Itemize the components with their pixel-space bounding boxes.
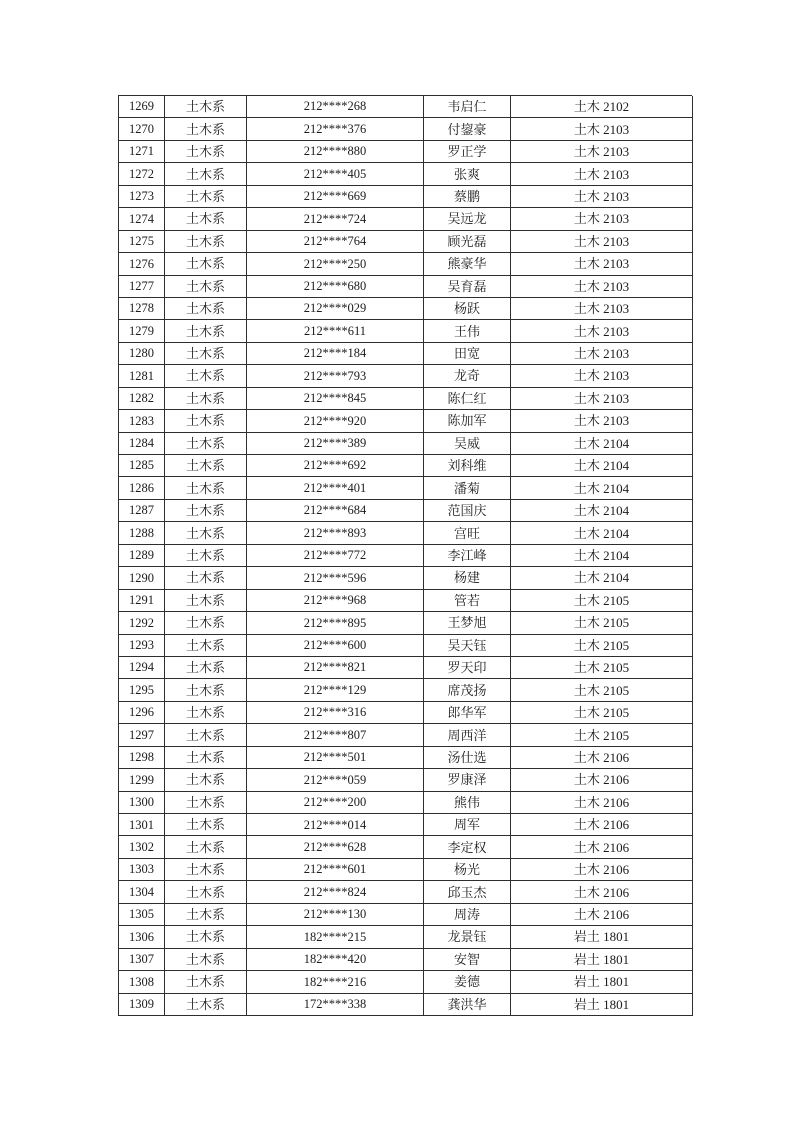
table-row bbox=[119, 388, 693, 410]
cell-student-name: 安智 bbox=[424, 949, 511, 971]
table-row bbox=[119, 657, 693, 679]
cell-student-name: 韦启仁 bbox=[424, 96, 511, 118]
cell-student-name: 周西洋 bbox=[424, 724, 511, 746]
cell-row-number: 1277 bbox=[119, 276, 165, 298]
cell-row-number: 1284 bbox=[119, 433, 165, 455]
cell-class: 土木 2103 bbox=[511, 253, 693, 275]
cell-student-id: 212****793 bbox=[247, 365, 424, 387]
cell-department: 土木系 bbox=[165, 904, 247, 926]
cell-row-number: 1275 bbox=[119, 231, 165, 253]
cell-student-name: 吴天钰 bbox=[424, 635, 511, 657]
cell-student-id: 212****250 bbox=[247, 253, 424, 275]
cell-class: 土木 2104 bbox=[511, 567, 693, 589]
cell-student-id: 212****129 bbox=[247, 679, 424, 701]
cell-student-id: 212****772 bbox=[247, 545, 424, 567]
cell-student-id: 212****601 bbox=[247, 859, 424, 881]
cell-student-name: 姜德 bbox=[424, 971, 511, 993]
table-row bbox=[119, 747, 693, 769]
cell-student-name: 汤仕选 bbox=[424, 747, 511, 769]
cell-class: 土木 2102 bbox=[511, 96, 693, 118]
cell-class: 土木 2103 bbox=[511, 320, 693, 342]
table-row bbox=[119, 141, 693, 163]
cell-department: 土木系 bbox=[165, 410, 247, 432]
cell-student-id: 212****130 bbox=[247, 904, 424, 926]
cell-student-name: 陈加军 bbox=[424, 410, 511, 432]
cell-class: 土木 2104 bbox=[511, 455, 693, 477]
cell-student-name: 罗正学 bbox=[424, 141, 511, 163]
cell-class: 土木 2105 bbox=[511, 657, 693, 679]
cell-department: 土木系 bbox=[165, 679, 247, 701]
cell-class: 土木 2103 bbox=[511, 276, 693, 298]
cell-department: 土木系 bbox=[165, 724, 247, 746]
cell-student-id: 212****920 bbox=[247, 410, 424, 432]
cell-class: 土木 2106 bbox=[511, 814, 693, 836]
cell-student-name: 张爽 bbox=[424, 163, 511, 185]
cell-student-id: 212****184 bbox=[247, 343, 424, 365]
table-row bbox=[119, 926, 693, 948]
cell-class: 土木 2104 bbox=[511, 500, 693, 522]
cell-row-number: 1302 bbox=[119, 836, 165, 858]
cell-row-number: 1282 bbox=[119, 388, 165, 410]
cell-student-name: 刘科维 bbox=[424, 455, 511, 477]
cell-row-number: 1293 bbox=[119, 635, 165, 657]
cell-student-id: 172****338 bbox=[247, 994, 424, 1016]
table-row bbox=[119, 163, 693, 185]
cell-student-name: 杨跃 bbox=[424, 298, 511, 320]
cell-student-id: 212****059 bbox=[247, 769, 424, 791]
table-row bbox=[119, 702, 693, 724]
cell-department: 土木系 bbox=[165, 702, 247, 724]
table-row bbox=[119, 433, 693, 455]
cell-student-id: 212****600 bbox=[247, 635, 424, 657]
table-row bbox=[119, 455, 693, 477]
table-row bbox=[119, 231, 693, 253]
table-row bbox=[119, 567, 693, 589]
cell-row-number: 1280 bbox=[119, 343, 165, 365]
cell-student-name: 吴远龙 bbox=[424, 208, 511, 230]
table-row bbox=[119, 881, 693, 903]
cell-class: 岩土 1801 bbox=[511, 971, 693, 993]
table-row bbox=[119, 96, 693, 118]
table-row bbox=[119, 590, 693, 612]
cell-class: 土木 2103 bbox=[511, 365, 693, 387]
cell-row-number: 1305 bbox=[119, 904, 165, 926]
cell-department: 土木系 bbox=[165, 859, 247, 881]
table-row bbox=[119, 971, 693, 993]
cell-row-number: 1307 bbox=[119, 949, 165, 971]
cell-class: 土木 2103 bbox=[511, 163, 693, 185]
cell-student-id: 212****596 bbox=[247, 567, 424, 589]
cell-department: 土木系 bbox=[165, 163, 247, 185]
cell-row-number: 1289 bbox=[119, 545, 165, 567]
cell-class: 土木 2103 bbox=[511, 343, 693, 365]
table-row bbox=[119, 320, 693, 342]
cell-student-name: 付鋆豪 bbox=[424, 118, 511, 140]
cell-department: 土木系 bbox=[165, 926, 247, 948]
cell-student-name: 李定权 bbox=[424, 836, 511, 858]
cell-student-id: 212****389 bbox=[247, 433, 424, 455]
cell-student-name: 席茂扬 bbox=[424, 679, 511, 701]
cell-department: 土木系 bbox=[165, 949, 247, 971]
cell-class: 土木 2103 bbox=[511, 298, 693, 320]
cell-class: 土木 2106 bbox=[511, 904, 693, 926]
table-row bbox=[119, 724, 693, 746]
cell-row-number: 1286 bbox=[119, 477, 165, 499]
cell-row-number: 1309 bbox=[119, 994, 165, 1016]
cell-class: 土木 2104 bbox=[511, 545, 693, 567]
cell-row-number: 1292 bbox=[119, 612, 165, 634]
cell-row-number: 1290 bbox=[119, 567, 165, 589]
cell-department: 土木系 bbox=[165, 792, 247, 814]
cell-student-name: 王伟 bbox=[424, 320, 511, 342]
cell-student-name: 熊豪华 bbox=[424, 253, 511, 275]
cell-class: 土木 2104 bbox=[511, 522, 693, 544]
table-row bbox=[119, 814, 693, 836]
cell-row-number: 1299 bbox=[119, 769, 165, 791]
cell-student-name: 范国庆 bbox=[424, 500, 511, 522]
cell-student-name: 周军 bbox=[424, 814, 511, 836]
cell-department: 土木系 bbox=[165, 635, 247, 657]
cell-student-name: 陈仁红 bbox=[424, 388, 511, 410]
cell-department: 土木系 bbox=[165, 186, 247, 208]
cell-department: 土木系 bbox=[165, 433, 247, 455]
cell-department: 土木系 bbox=[165, 747, 247, 769]
cell-row-number: 1270 bbox=[119, 118, 165, 140]
table-row bbox=[119, 679, 693, 701]
table-row bbox=[119, 118, 693, 140]
cell-department: 土木系 bbox=[165, 814, 247, 836]
cell-student-id: 182****215 bbox=[247, 926, 424, 948]
cell-department: 土木系 bbox=[165, 298, 247, 320]
cell-department: 土木系 bbox=[165, 612, 247, 634]
table-row bbox=[119, 949, 693, 971]
cell-class: 土木 2103 bbox=[511, 141, 693, 163]
cell-student-id: 212****029 bbox=[247, 298, 424, 320]
cell-class: 土木 2105 bbox=[511, 635, 693, 657]
table-row bbox=[119, 208, 693, 230]
cell-student-name: 杨光 bbox=[424, 859, 511, 881]
cell-row-number: 1306 bbox=[119, 926, 165, 948]
cell-student-id: 212****680 bbox=[247, 276, 424, 298]
table-row bbox=[119, 276, 693, 298]
cell-class: 土木 2103 bbox=[511, 118, 693, 140]
table-row bbox=[119, 994, 693, 1016]
cell-student-name: 龚洪华 bbox=[424, 994, 511, 1016]
cell-student-name: 吴威 bbox=[424, 433, 511, 455]
cell-student-name: 罗天印 bbox=[424, 657, 511, 679]
cell-department: 土木系 bbox=[165, 141, 247, 163]
cell-class: 土木 2103 bbox=[511, 208, 693, 230]
table-row bbox=[119, 365, 693, 387]
cell-row-number: 1273 bbox=[119, 186, 165, 208]
table-row bbox=[119, 186, 693, 208]
student-roster-table bbox=[118, 95, 692, 1016]
cell-class: 岩土 1801 bbox=[511, 926, 693, 948]
table-row bbox=[119, 859, 693, 881]
cell-student-name: 杨建 bbox=[424, 567, 511, 589]
cell-class: 土木 2106 bbox=[511, 747, 693, 769]
table-row bbox=[119, 904, 693, 926]
cell-row-number: 1269 bbox=[119, 96, 165, 118]
table-row bbox=[119, 343, 693, 365]
cell-row-number: 1295 bbox=[119, 679, 165, 701]
cell-student-name: 王梦旭 bbox=[424, 612, 511, 634]
cell-class: 土木 2105 bbox=[511, 724, 693, 746]
cell-department: 土木系 bbox=[165, 657, 247, 679]
cell-row-number: 1287 bbox=[119, 500, 165, 522]
cell-row-number: 1297 bbox=[119, 724, 165, 746]
cell-student-id: 212****724 bbox=[247, 208, 424, 230]
cell-row-number: 1298 bbox=[119, 747, 165, 769]
cell-row-number: 1308 bbox=[119, 971, 165, 993]
cell-row-number: 1283 bbox=[119, 410, 165, 432]
table-row bbox=[119, 477, 693, 499]
cell-student-id: 212****501 bbox=[247, 747, 424, 769]
cell-class: 土木 2106 bbox=[511, 859, 693, 881]
cell-department: 土木系 bbox=[165, 836, 247, 858]
cell-student-id: 212****764 bbox=[247, 231, 424, 253]
cell-student-id: 212****401 bbox=[247, 477, 424, 499]
cell-student-name: 邱玉杰 bbox=[424, 881, 511, 903]
cell-student-id: 212****200 bbox=[247, 792, 424, 814]
cell-student-id: 182****420 bbox=[247, 949, 424, 971]
cell-class: 土木 2104 bbox=[511, 477, 693, 499]
table-row bbox=[119, 635, 693, 657]
cell-student-id: 212****628 bbox=[247, 836, 424, 858]
cell-student-id: 212****845 bbox=[247, 388, 424, 410]
cell-student-name: 龙景钰 bbox=[424, 926, 511, 948]
cell-row-number: 1288 bbox=[119, 522, 165, 544]
cell-department: 土木系 bbox=[165, 545, 247, 567]
cell-department: 土木系 bbox=[165, 276, 247, 298]
cell-row-number: 1274 bbox=[119, 208, 165, 230]
cell-student-name: 潘菊 bbox=[424, 477, 511, 499]
cell-student-name: 李江峰 bbox=[424, 545, 511, 567]
table-row bbox=[119, 410, 693, 432]
cell-student-id: 212****684 bbox=[247, 500, 424, 522]
cell-student-name: 田宽 bbox=[424, 343, 511, 365]
cell-department: 土木系 bbox=[165, 231, 247, 253]
cell-department: 土木系 bbox=[165, 881, 247, 903]
cell-student-id: 212****968 bbox=[247, 590, 424, 612]
cell-department: 土木系 bbox=[165, 388, 247, 410]
cell-class: 岩土 1801 bbox=[511, 949, 693, 971]
cell-class: 土木 2103 bbox=[511, 410, 693, 432]
table-row bbox=[119, 522, 693, 544]
cell-student-name: 龙奇 bbox=[424, 365, 511, 387]
cell-row-number: 1296 bbox=[119, 702, 165, 724]
cell-class: 土木 2103 bbox=[511, 231, 693, 253]
cell-department: 土木系 bbox=[165, 343, 247, 365]
cell-row-number: 1272 bbox=[119, 163, 165, 185]
cell-student-id: 212****692 bbox=[247, 455, 424, 477]
cell-student-name: 宫旺 bbox=[424, 522, 511, 544]
cell-student-name: 蔡鹏 bbox=[424, 186, 511, 208]
cell-row-number: 1281 bbox=[119, 365, 165, 387]
cell-class: 土木 2106 bbox=[511, 792, 693, 814]
cell-class: 土木 2106 bbox=[511, 836, 693, 858]
cell-student-id: 212****405 bbox=[247, 163, 424, 185]
cell-class: 土木 2104 bbox=[511, 433, 693, 455]
cell-department: 土木系 bbox=[165, 522, 247, 544]
cell-row-number: 1271 bbox=[119, 141, 165, 163]
cell-class: 土木 2105 bbox=[511, 702, 693, 724]
cell-student-name: 罗康泽 bbox=[424, 769, 511, 791]
cell-student-id: 212****376 bbox=[247, 118, 424, 140]
cell-student-id: 212****268 bbox=[247, 96, 424, 118]
cell-department: 土木系 bbox=[165, 769, 247, 791]
cell-department: 土木系 bbox=[165, 253, 247, 275]
cell-department: 土木系 bbox=[165, 365, 247, 387]
cell-row-number: 1304 bbox=[119, 881, 165, 903]
cell-department: 土木系 bbox=[165, 118, 247, 140]
table-row bbox=[119, 792, 693, 814]
cell-department: 土木系 bbox=[165, 994, 247, 1016]
cell-student-id: 212****824 bbox=[247, 881, 424, 903]
table-row bbox=[119, 298, 693, 320]
cell-class: 土木 2105 bbox=[511, 679, 693, 701]
cell-class: 土木 2103 bbox=[511, 186, 693, 208]
cell-row-number: 1301 bbox=[119, 814, 165, 836]
table-row bbox=[119, 253, 693, 275]
cell-student-name: 郎华军 bbox=[424, 702, 511, 724]
cell-department: 土木系 bbox=[165, 208, 247, 230]
table-row bbox=[119, 769, 693, 791]
cell-student-id: 212****014 bbox=[247, 814, 424, 836]
cell-student-name: 熊伟 bbox=[424, 792, 511, 814]
cell-row-number: 1294 bbox=[119, 657, 165, 679]
cell-class: 土木 2105 bbox=[511, 590, 693, 612]
cell-student-id: 212****880 bbox=[247, 141, 424, 163]
cell-department: 土木系 bbox=[165, 455, 247, 477]
cell-student-name: 周涛 bbox=[424, 904, 511, 926]
cell-row-number: 1300 bbox=[119, 792, 165, 814]
cell-student-id: 212****821 bbox=[247, 657, 424, 679]
cell-department: 土木系 bbox=[165, 971, 247, 993]
cell-department: 土木系 bbox=[165, 96, 247, 118]
cell-student-id: 212****316 bbox=[247, 702, 424, 724]
table-row bbox=[119, 836, 693, 858]
cell-student-name: 吴育磊 bbox=[424, 276, 511, 298]
cell-student-id: 212****893 bbox=[247, 522, 424, 544]
cell-student-id: 212****895 bbox=[247, 612, 424, 634]
cell-student-name: 顾光磊 bbox=[424, 231, 511, 253]
table-row bbox=[119, 545, 693, 567]
cell-student-id: 212****807 bbox=[247, 724, 424, 746]
cell-class: 土木 2105 bbox=[511, 612, 693, 634]
cell-class: 土木 2103 bbox=[511, 388, 693, 410]
cell-department: 土木系 bbox=[165, 500, 247, 522]
cell-student-id: 212****669 bbox=[247, 186, 424, 208]
cell-row-number: 1303 bbox=[119, 859, 165, 881]
cell-department: 土木系 bbox=[165, 477, 247, 499]
cell-student-id: 182****216 bbox=[247, 971, 424, 993]
cell-student-id: 212****611 bbox=[247, 320, 424, 342]
cell-row-number: 1285 bbox=[119, 455, 165, 477]
cell-class: 土木 2106 bbox=[511, 769, 693, 791]
cell-class: 岩土 1801 bbox=[511, 994, 693, 1016]
cell-class: 土木 2106 bbox=[511, 881, 693, 903]
cell-department: 土木系 bbox=[165, 590, 247, 612]
cell-row-number: 1278 bbox=[119, 298, 165, 320]
cell-row-number: 1291 bbox=[119, 590, 165, 612]
cell-row-number: 1276 bbox=[119, 253, 165, 275]
table-row bbox=[119, 612, 693, 634]
cell-department: 土木系 bbox=[165, 320, 247, 342]
table-row bbox=[119, 500, 693, 522]
cell-department: 土木系 bbox=[165, 567, 247, 589]
cell-row-number: 1279 bbox=[119, 320, 165, 342]
cell-student-name: 管若 bbox=[424, 590, 511, 612]
